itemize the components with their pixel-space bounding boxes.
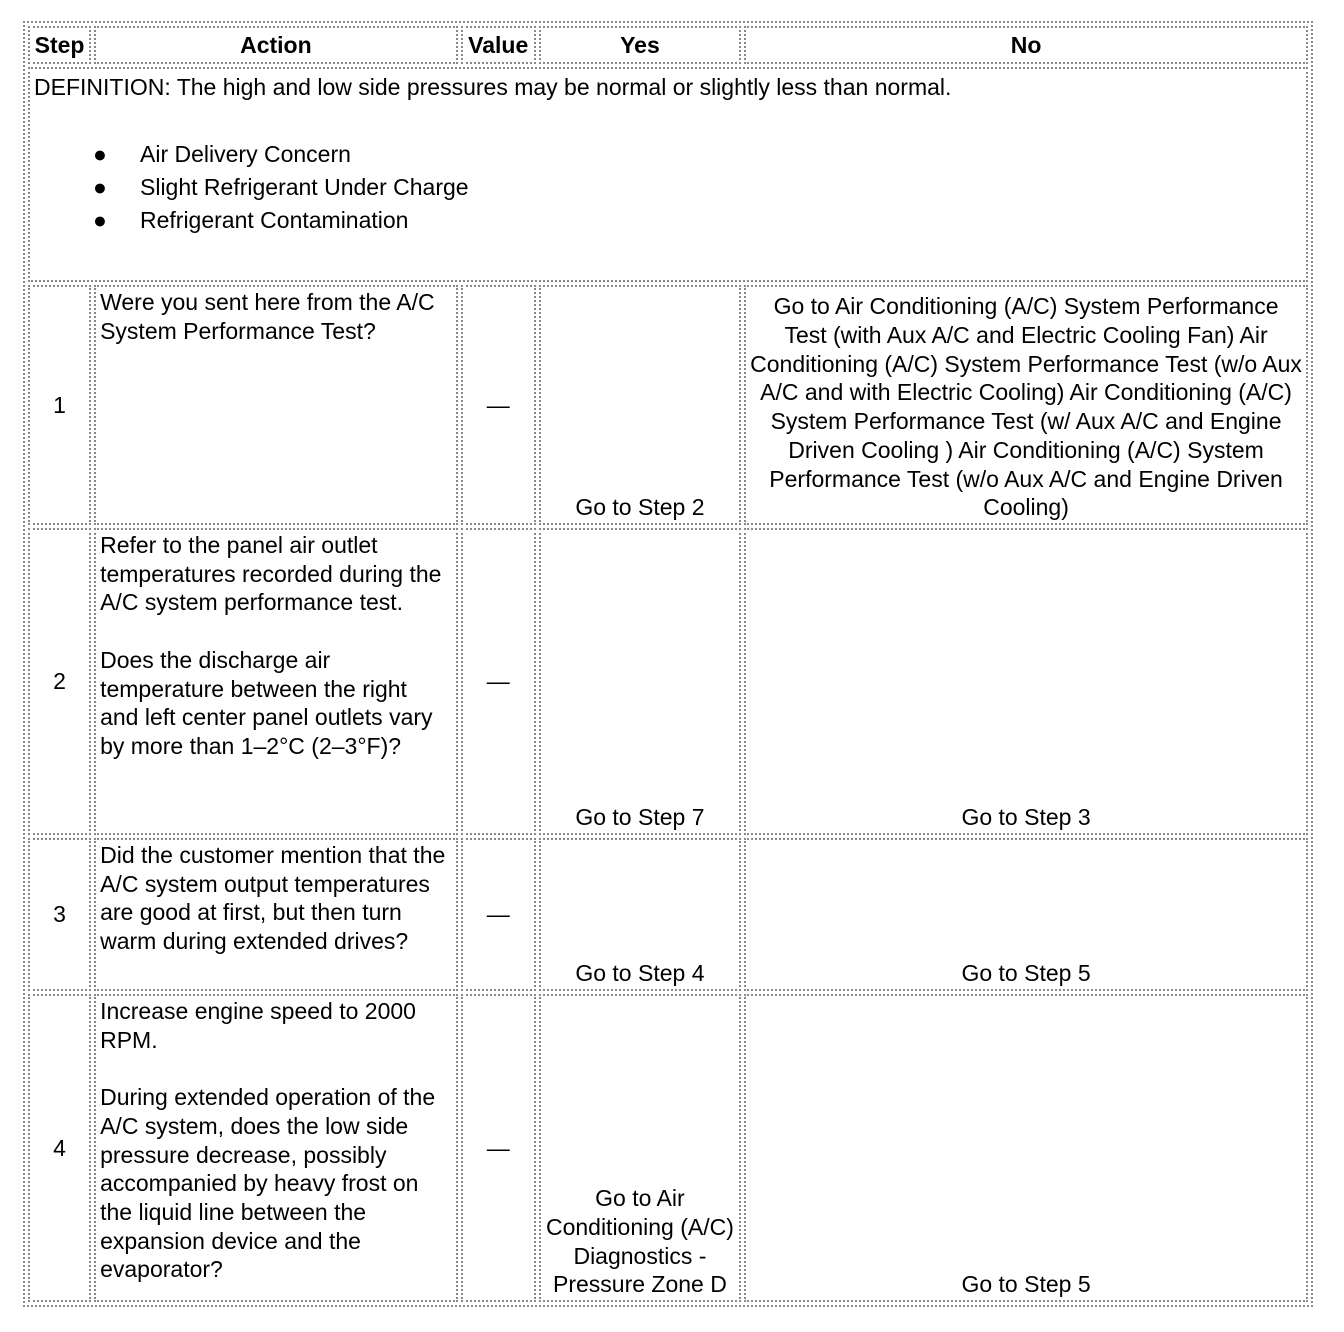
action-text: During extended operation of the A/C system, does the low side pressure decrease, possibly accompanied by heavy frost on the liquid line between the expansion device and the evaporator?: [100, 1084, 436, 1283]
definition-cell: [28, 67, 1308, 282]
paragraph-gap: [100, 617, 452, 646]
value-cell: —: [461, 838, 536, 991]
header-value: Value: [461, 26, 536, 64]
step-number: 3: [28, 838, 91, 991]
definition-item: [93, 204, 1302, 237]
value-cell: —: [461, 994, 536, 1302]
yes-link[interactable]: Go to Step 2: [539, 285, 741, 525]
table-row: [28, 528, 1308, 835]
action-text: Did the customer mention that the A/C system output temperatures are good at first, but then turn warm during extended drives?: [100, 842, 446, 955]
bullet-icon: ●: [93, 173, 107, 200]
action-text: Refer to the panel air outlet temperatures recorded during the A/C system performance test.: [100, 532, 442, 616]
action-text: Does the discharge air temperature between the right and left center panel outlets vary by more than 1–2°C (2–3°F)?: [100, 646, 433, 759]
yes-link[interactable]: Go to Air Conditioning (A/C) Diagnostics - Pressure Zone D: [539, 994, 741, 1302]
no-link[interactable]: Go to Step 5: [744, 838, 1308, 991]
paragraph-gap: [100, 1054, 452, 1083]
bullet-icon: ●: [93, 206, 107, 233]
no-link[interactable]: Go to Air Conditioning (A/C) System Performance Test (with Aux A/C and Electric Cooling Fan) Air Conditioning (A/C) System Performance Test (w/o Aux A/C and with Electric Cooling) Air Conditioning (A/C) System Performance Test (w/ Aux A/C and Engine Driven Cooling ) Air Conditioning (A/C) System Performance Test (w/o Aux A/C and Engine Driven Cooling): [744, 285, 1308, 525]
no-link[interactable]: Go to Step 5: [744, 994, 1308, 1302]
value-cell: —: [461, 528, 536, 835]
header-step: Step: [28, 26, 91, 64]
yes-link[interactable]: Go to Step 4: [539, 838, 741, 991]
step-number: 1: [28, 285, 91, 525]
definition-item: [93, 138, 1302, 171]
action-cell: [94, 285, 458, 525]
value-cell: —: [461, 285, 536, 525]
table-row: [28, 285, 1308, 525]
definition-list: [34, 138, 1302, 237]
action-cell: [94, 994, 458, 1302]
table-row: [28, 838, 1308, 991]
yes-link[interactable]: Go to Step 7: [539, 528, 741, 835]
bullet-icon: ●: [93, 140, 107, 167]
action-cell: [94, 838, 458, 991]
definition-text: DEFINITION: The high and low side pressures may be normal or slightly less than normal.: [34, 74, 952, 100]
header-action: Action: [94, 26, 458, 64]
action-text: Were you sent here from the A/C System Performance Test?: [100, 289, 435, 344]
definition-item: [93, 171, 1302, 204]
action-text: Increase engine speed to 2000 RPM.: [100, 998, 416, 1053]
definition-item-label: Refrigerant Contamination: [140, 206, 409, 233]
step-number: 4: [28, 994, 91, 1302]
action-cell: [94, 528, 458, 835]
header-row: [28, 26, 1308, 64]
definition-item-label: Air Delivery Concern: [140, 140, 351, 167]
definition-row: [28, 67, 1308, 282]
header-yes: Yes: [539, 26, 741, 64]
step-number: 2: [28, 528, 91, 835]
no-link[interactable]: Go to Step 3: [744, 528, 1308, 835]
definition-item-label: Slight Refrigerant Under Charge: [140, 173, 469, 200]
header-no: No: [744, 26, 1308, 64]
diagnostic-table: [23, 21, 1313, 1307]
table-row: [28, 994, 1308, 1302]
